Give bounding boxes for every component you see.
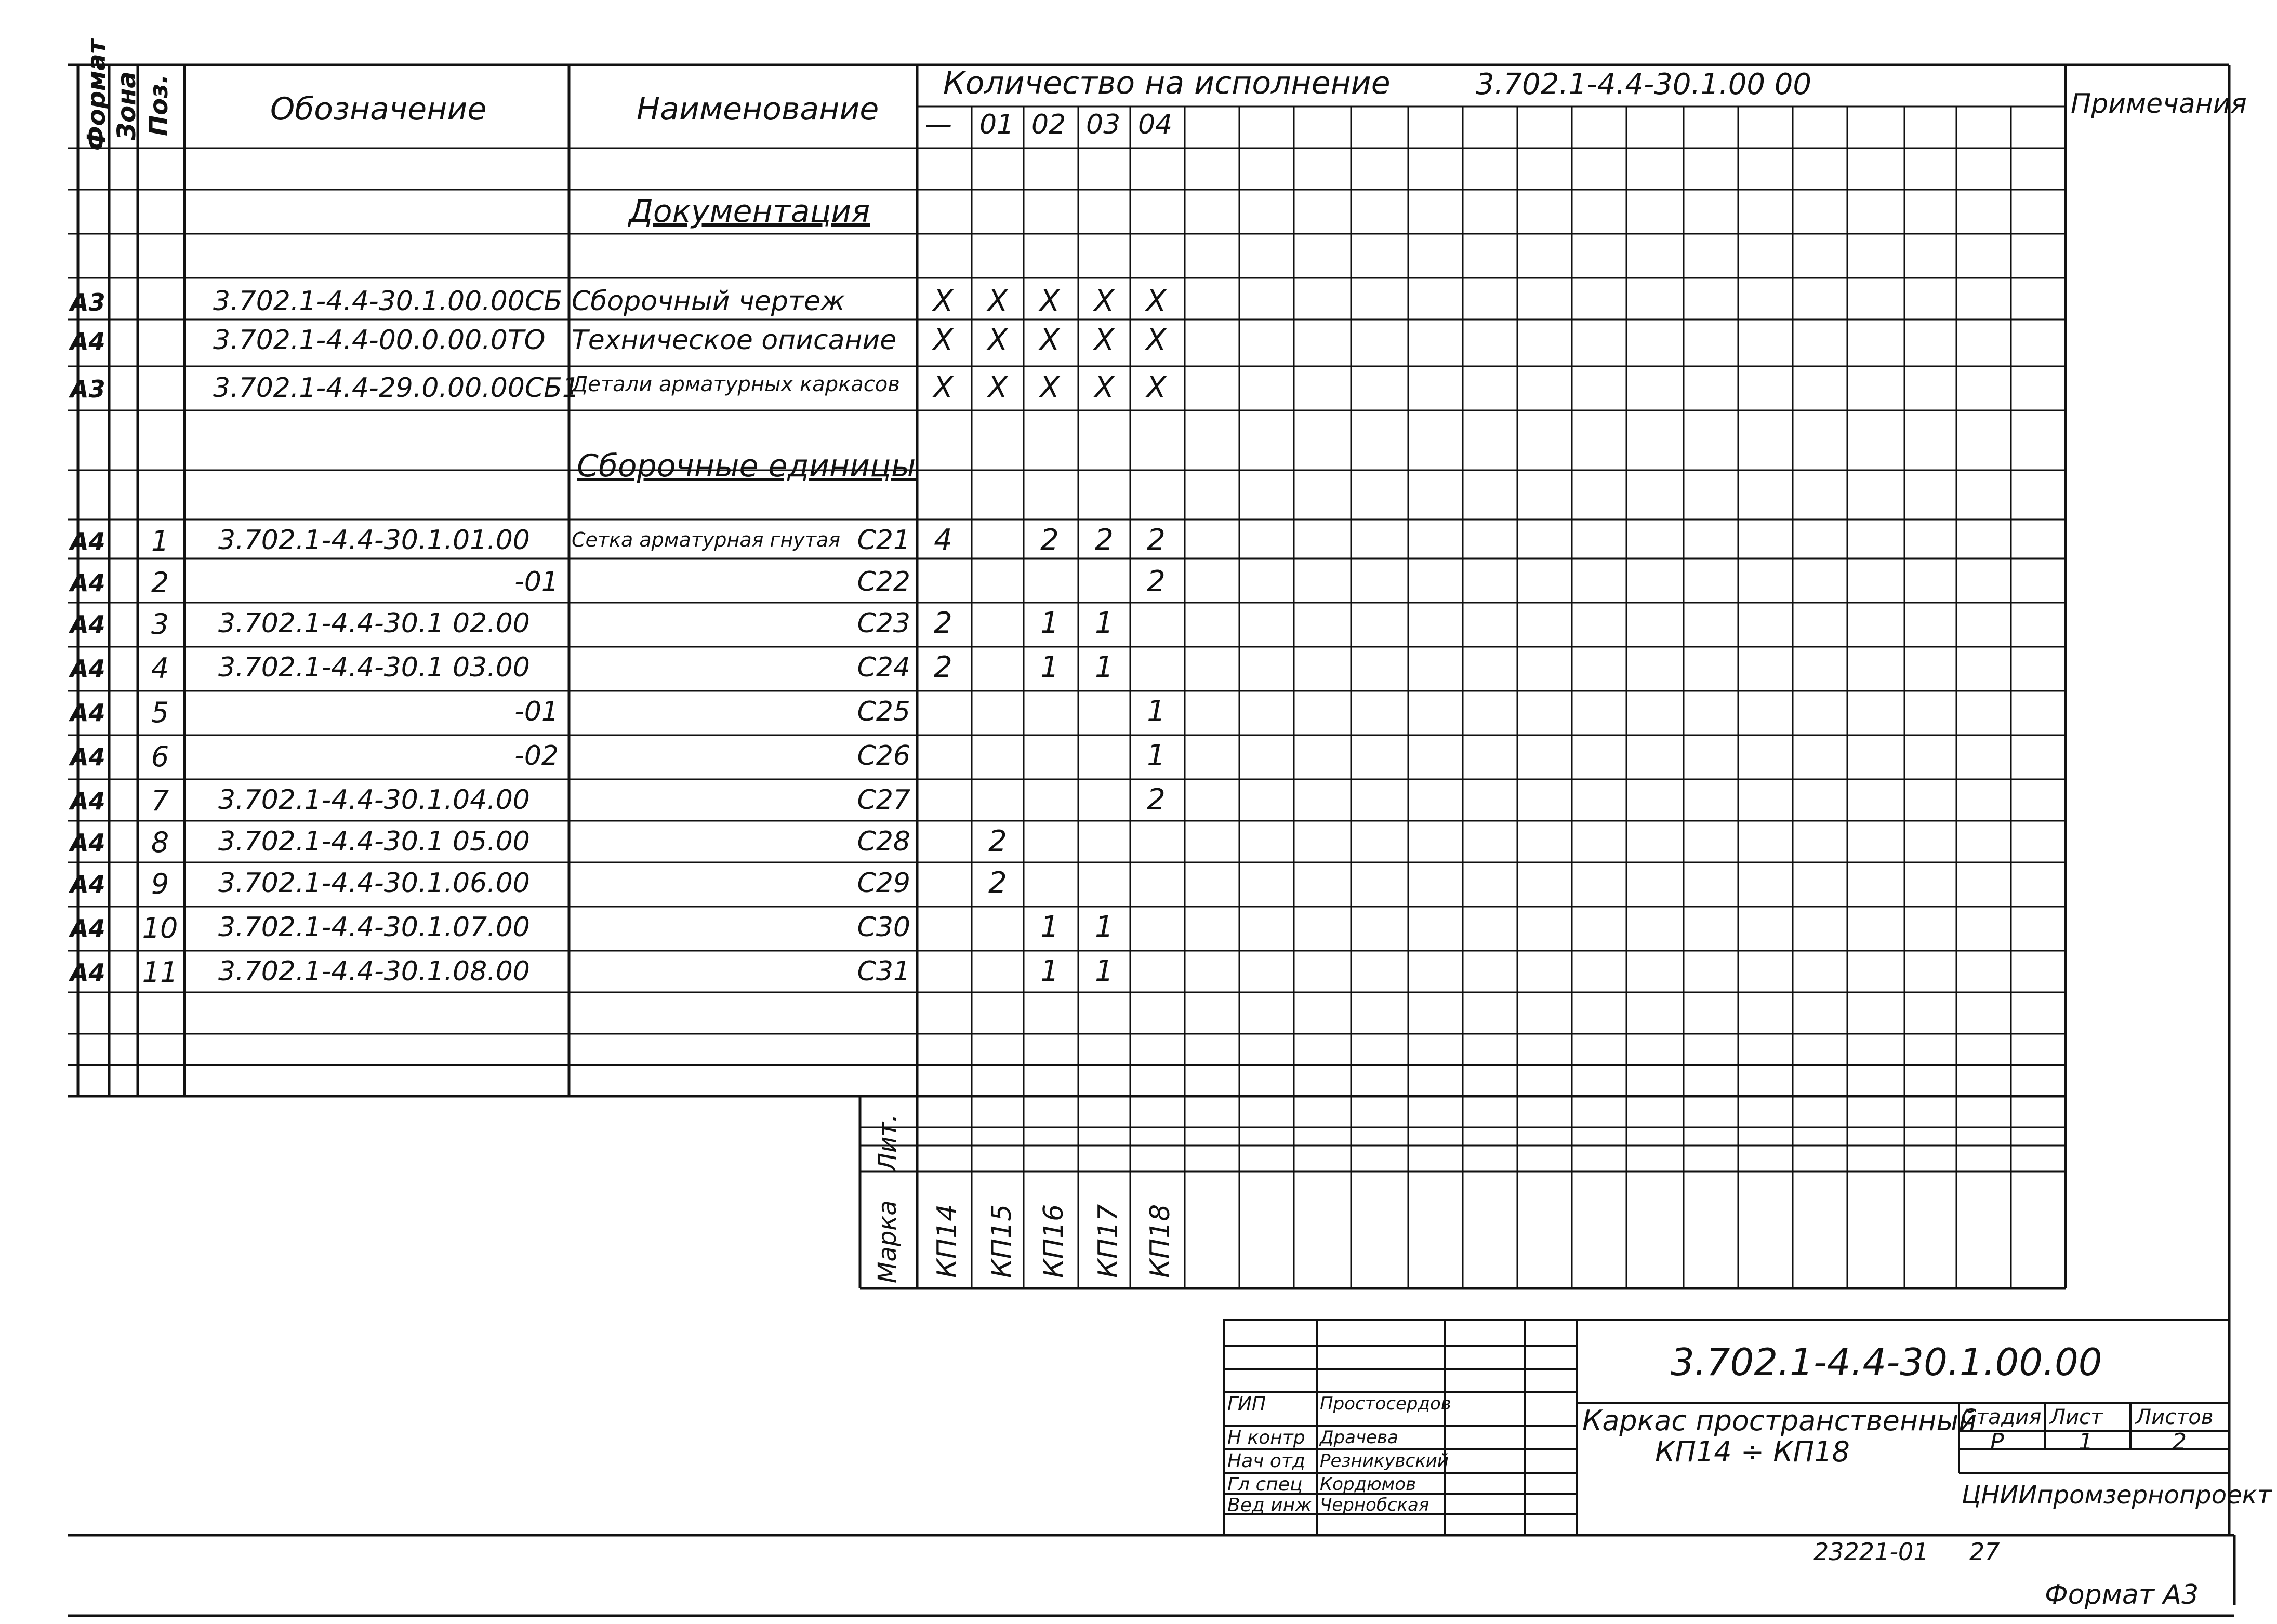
asm-row-qty: 4 bbox=[934, 523, 952, 557]
brand-label: КП18 bbox=[1145, 1204, 1176, 1278]
asm-row-format: А4 bbox=[70, 870, 105, 898]
asm-row-qty: 1 bbox=[1095, 954, 1114, 988]
asm-row-qty: 1 bbox=[1040, 954, 1059, 988]
section-documentation: Документация bbox=[629, 193, 870, 230]
asm-row-pos: 2 bbox=[151, 566, 169, 599]
role-person: Кордюмов bbox=[1320, 1474, 1416, 1495]
asm-row-designation: 3.702.1-4.4-30.1.08.00 bbox=[218, 956, 530, 987]
role-label: Гл спец bbox=[1227, 1474, 1303, 1495]
asm-row-designation: -01 bbox=[514, 566, 559, 597]
header-format: Формат bbox=[82, 39, 111, 151]
variant-header-1: 01 bbox=[979, 109, 1014, 140]
role-person: Резникувский bbox=[1320, 1450, 1449, 1471]
doc-row-mark: X bbox=[933, 323, 954, 357]
asm-row-designation: 3.702.1-4.4-30.1 03.00 bbox=[218, 652, 530, 683]
section-assemblies: Сборочные единицы bbox=[577, 448, 916, 484]
variant-header-3: 03 bbox=[1086, 109, 1121, 140]
asm-row-pos: 8 bbox=[151, 826, 169, 859]
doc-row-mark: X bbox=[1094, 323, 1115, 357]
doc-row-mark: X bbox=[1039, 371, 1060, 405]
role-label: Вед инж bbox=[1227, 1495, 1312, 1516]
doc-row-mark: X bbox=[933, 284, 954, 318]
asm-row-pos: 5 bbox=[151, 696, 169, 729]
asm-row-format: А4 bbox=[70, 610, 105, 638]
asm-row-qty: 2 bbox=[988, 866, 1007, 900]
asm-row-designation: 3.702.1-4.4-30.1.01.00 bbox=[218, 525, 530, 556]
asm-row-mark: С21 bbox=[857, 525, 910, 556]
sheets-label: Листов bbox=[2136, 1405, 2214, 1429]
sheet-value: 1 bbox=[2079, 1429, 2093, 1455]
asm-row-format: А4 bbox=[70, 655, 105, 683]
asm-row-qty: 1 bbox=[1040, 606, 1059, 640]
asm-row-mark: С30 bbox=[857, 912, 910, 943]
asm-row-pos: 4 bbox=[151, 652, 169, 685]
doc-row-mark: X bbox=[987, 371, 1008, 405]
variant-header-4: 04 bbox=[1138, 109, 1173, 140]
asm-row-qty: 2 bbox=[1040, 523, 1059, 557]
doc-row-mark: X bbox=[1039, 284, 1060, 318]
footer-number: 23221-01 bbox=[1813, 1538, 1929, 1566]
asm-row-qty: 2 bbox=[934, 650, 952, 684]
doc-row-name: Сборочный чертеж bbox=[572, 286, 845, 317]
asm-row-qty: 1 bbox=[1040, 650, 1059, 684]
asm-row-designation: 3.702.1-4.4-30.1 02.00 bbox=[218, 608, 530, 639]
asm-row-qty: 2 bbox=[988, 824, 1007, 858]
doc-row-format: А3 bbox=[70, 288, 105, 316]
asm-row-pos: 11 bbox=[142, 956, 178, 989]
asm-row-qty: 1 bbox=[1147, 739, 1166, 773]
lit-label: Лит. bbox=[873, 1114, 902, 1172]
footer-page: 27 bbox=[1969, 1538, 2000, 1566]
doc-row-name: Техническое описание bbox=[572, 325, 897, 356]
asm-row-mark: С25 bbox=[857, 696, 910, 727]
brand-label: КП14 bbox=[932, 1204, 963, 1278]
asm-row-designation: 3.702.1-4.4-30.1.06.00 bbox=[218, 868, 530, 899]
asm-row-name: Сетка арматурная гнутая bbox=[572, 528, 841, 551]
asm-row-mark: С28 bbox=[857, 826, 910, 857]
asm-row-designation: 3.702.1-4.4-30.1.04.00 bbox=[218, 784, 530, 816]
doc-row-designation: 3.702.1-4.4-30.1.00.00СБ bbox=[213, 286, 562, 317]
doc-row-mark: X bbox=[1094, 371, 1115, 405]
title-block-code: 3.702.1-4.4-30.1.00.00 bbox=[1671, 1340, 2102, 1384]
asm-row-qty: 2 bbox=[1147, 523, 1166, 557]
asm-row-format: А4 bbox=[70, 829, 105, 857]
org-name: ЦНИИпромзернопроект bbox=[1962, 1481, 2272, 1510]
doc-row-mark: X bbox=[1039, 323, 1060, 357]
asm-row-designation: 3.702.1-4.4-30.1 05.00 bbox=[218, 826, 530, 857]
asm-row-qty: 1 bbox=[1040, 910, 1059, 944]
doc-row-name: Детали арматурных каркасов bbox=[572, 372, 900, 396]
asm-row-pos: 9 bbox=[151, 868, 169, 900]
asm-row-format: А4 bbox=[70, 699, 105, 727]
variant-header-2: 02 bbox=[1031, 109, 1066, 140]
doc-row-format: А3 bbox=[70, 375, 105, 403]
asm-row-qty: 2 bbox=[1095, 523, 1114, 557]
asm-row-pos: 10 bbox=[142, 912, 178, 944]
asm-row-pos: 7 bbox=[151, 784, 169, 817]
asm-row-qty: 2 bbox=[1147, 783, 1166, 817]
header-designation: Обозначение bbox=[270, 91, 487, 127]
asm-row-qty: 2 bbox=[934, 606, 952, 640]
doc-row-mark: X bbox=[987, 323, 1008, 357]
brand-label: КП16 bbox=[1038, 1204, 1069, 1278]
asm-row-pos: 1 bbox=[151, 525, 169, 557]
asm-row-qty: 1 bbox=[1095, 606, 1114, 640]
asm-row-mark: С22 bbox=[857, 566, 910, 597]
doc-row-mark: X bbox=[1094, 284, 1115, 318]
doc-row-mark: X bbox=[987, 284, 1008, 318]
doc-row-format: А4 bbox=[70, 327, 105, 355]
asm-row-qty: 2 bbox=[1147, 565, 1166, 598]
header-qty-code: 3.702.1-4.4-30.1.00 00 bbox=[1476, 68, 1812, 101]
asm-row-format: А4 bbox=[70, 527, 105, 555]
asm-row-designation: -02 bbox=[514, 740, 559, 771]
asm-row-format: А4 bbox=[70, 787, 105, 815]
asm-row-mark: С31 bbox=[857, 956, 910, 987]
variant-header-0: — bbox=[925, 109, 952, 140]
asm-row-format: А4 bbox=[70, 569, 105, 597]
header-notes: Примечания bbox=[2071, 88, 2247, 119]
header-name: Наименование bbox=[637, 91, 879, 127]
asm-row-qty: 1 bbox=[1095, 910, 1114, 944]
doc-row-designation: 3.702.1-4.4-00.0.00.0ТО bbox=[213, 325, 546, 356]
stage-value: Р bbox=[1990, 1429, 2004, 1455]
title-block-title-2: КП14 ÷ КП18 bbox=[1655, 1435, 1850, 1468]
sheets-value: 2 bbox=[2172, 1429, 2187, 1455]
asm-row-mark: С24 bbox=[857, 652, 910, 683]
doc-row-designation: 3.702.1-4.4-29.0.00.00СБ1 bbox=[213, 372, 579, 404]
asm-row-mark: С23 bbox=[857, 608, 910, 639]
brand-label: КП17 bbox=[1093, 1204, 1124, 1278]
role-person: Драчева bbox=[1320, 1427, 1398, 1448]
asm-row-qty: 1 bbox=[1147, 695, 1166, 728]
role-person: Чернобская bbox=[1320, 1495, 1429, 1515]
header-zone: Зона bbox=[112, 71, 141, 140]
asm-row-mark: С29 bbox=[857, 868, 910, 899]
asm-row-pos: 6 bbox=[151, 740, 169, 773]
asm-row-designation: -01 bbox=[514, 696, 559, 727]
doc-row-mark: X bbox=[933, 371, 954, 405]
doc-row-mark: X bbox=[1146, 284, 1167, 318]
asm-row-pos: 3 bbox=[151, 608, 169, 641]
doc-row-mark: X bbox=[1146, 323, 1167, 357]
asm-row-format: А4 bbox=[70, 743, 105, 771]
role-label: ГИП bbox=[1227, 1393, 1266, 1415]
header-qty-title: Количество на исполнение bbox=[943, 65, 1391, 101]
asm-row-qty: 1 bbox=[1095, 650, 1114, 684]
asm-row-format: А4 bbox=[70, 959, 105, 987]
role-label: Нач отд bbox=[1227, 1450, 1305, 1472]
stage-label: Стадия bbox=[1962, 1405, 2042, 1429]
brand-label: КП15 bbox=[986, 1204, 1017, 1278]
title-block-title-1: Каркас пространственный bbox=[1582, 1404, 1977, 1437]
role-person: Простосердов bbox=[1320, 1393, 1451, 1414]
doc-row-mark: X bbox=[1146, 371, 1167, 405]
sheet-label: Лист bbox=[2050, 1405, 2103, 1429]
footer-format: Формат А3 bbox=[2045, 1579, 2199, 1610]
marka-label: Марка bbox=[873, 1200, 902, 1283]
asm-row-mark: С26 bbox=[857, 740, 910, 771]
asm-row-mark: С27 bbox=[857, 784, 910, 816]
role-label: Н контр bbox=[1227, 1427, 1305, 1448]
header-pos: Поз. bbox=[144, 74, 174, 136]
asm-row-designation: 3.702.1-4.4-30.1.07.00 bbox=[218, 912, 530, 943]
asm-row-format: А4 bbox=[70, 914, 105, 942]
